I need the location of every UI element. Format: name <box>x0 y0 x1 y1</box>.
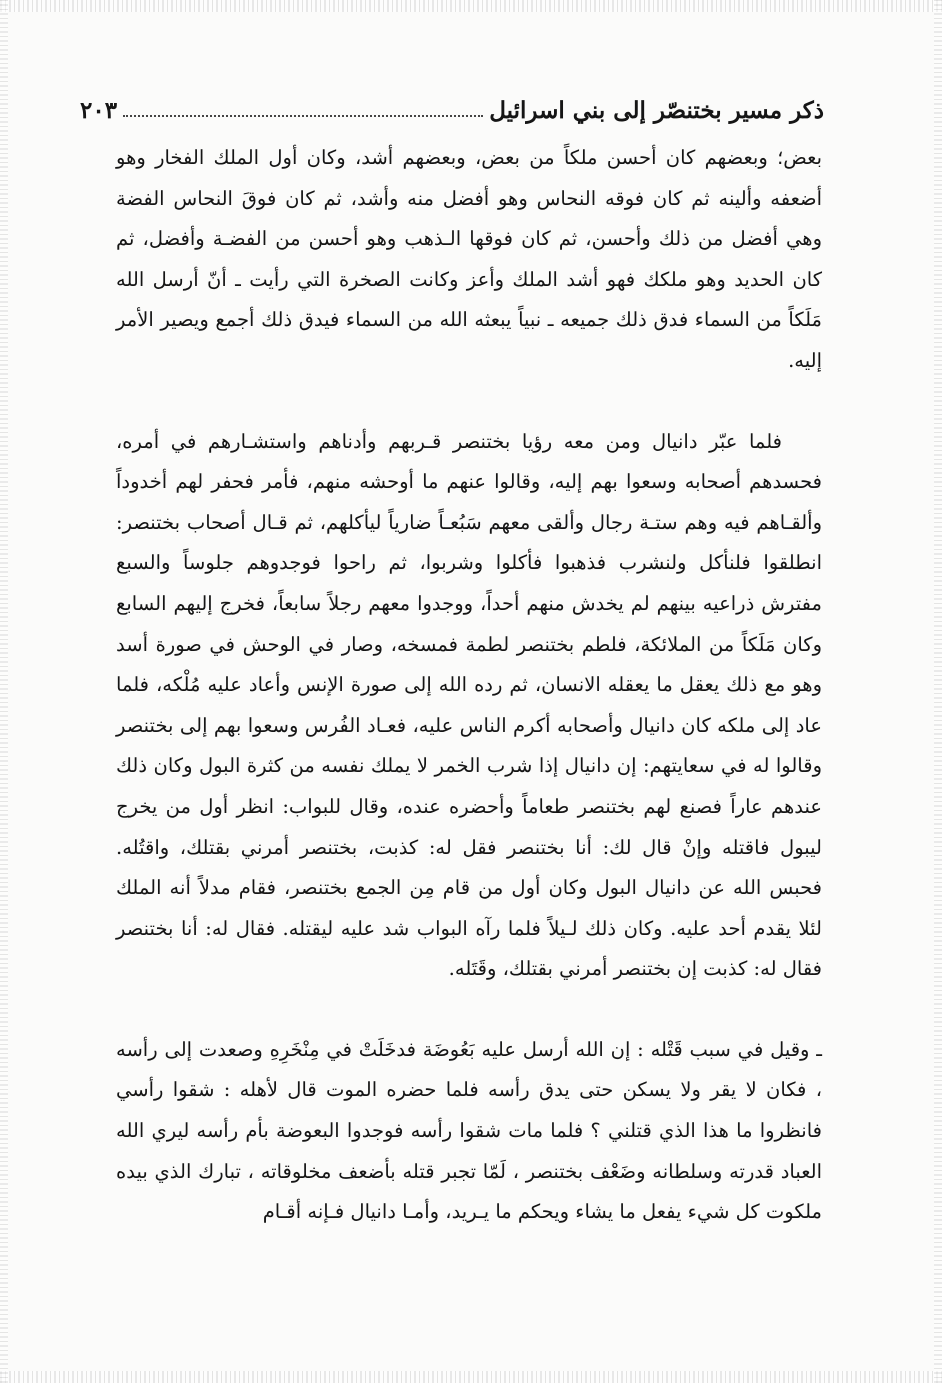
paragraph-2: فلما عبّر دانيال ومن معه رؤيا بختنصر قـربهم وأدناهم واستشـارهم في أمره، فحسدهم أصحابه وسعوا بهم إليه، وقالوا عنهم ما أوحشه منهم، فأمر فحفر لهم أخدوداً وألقـاهم فيه وهم ستـة رجال وألقى معهم سَبُعـاً ضارياً ليأكلهم، ثم قـال أصحاب بختنصر: انطلقوا فلنأكل ولنشرب فذهبوا فأكلوا وشربوا، ثم راحوا فوجدوهم جلوساً والسبع مفترش ذراعيه بينهم لم يخدش منهم أحداً، ووجدوا معهم رجلاً سابعاً، فخرج إليهم السابع وكان مَلَكاً من الملائكة، فلطم بختنصر لطمة فمسخه، وصار في الوحش في صورة أسد وهو مع ذلك يعقل ما يعقله الانسان، ثم رده الله إلى صورة الإنس وأعاد عليه مُلْكه، فلما عاد إلى ملكه كان دانيال وأصحابه أكرم الناس عليه، فعـاد الفُرس وسعوا بهم إلى بختنصر وقالوا له في سعايتهم: إن دانيال إذا شرب الخمر لا يملك نفسه من كثرة البول وكان ذلك عندهم عاراً فصنع لهم بختنصر طعاماً وأحضره عنده، وقال للبواب: انظر أول من يخرج ليبول فاقتله وإنْ قال لك: أنا بختنصر فقل له: كذبت، بختنصر أمرني بقتلك، واقتُله. فحبس الله عن دانيال البول وكان أول من قام مِن الجمع بختنصر، فقام مدلاً أنه الملك لئلا يقدم أحد عليه. وكان ذلك لـيلاً فلما رآه البواب شد عليه ليقتله. فقال له: أنا بختنصر فقال له: كذبت إن بختنصر أمرني بقتلك، وقَتَله. <box>116 429 822 981</box>
page-number: ٢٠٣ <box>80 97 118 124</box>
page-header <box>80 88 824 124</box>
scan-edge-right <box>934 0 942 1383</box>
scan-edge-left <box>0 0 8 1383</box>
dotted-leader <box>123 115 483 117</box>
running-title: ذكر مسير بختنصّر إلى بني اسرائيل <box>489 97 824 124</box>
paragraph-1: بعض؛ وبعضهم كان أحسن ملكاً من بعض، وبعضهم أشد، وكان أول الملك الفخار وهو أضعفه وألينه ثم كان فوقه النحاس وهو أفضل منه وأشد، ثم كان فوقَ النحاس الفضة وهي أفضل من ذلك وأحسن، ثم كان فوقها الـذهب وهو أحسن من الفضـة وأفضل، ثم كان الحديد وهو ملكك فهو أشد الملك وأعز وكانت الصخرة التي رأيت ـ أنّ أرسل الله مَلَكاً من السماء فدق ذلك جميعه ـ نبياً يبعثه الله من السماء فيدق ذلك أجمع ويصير الأمر إليه. <box>116 146 822 372</box>
body-text <box>116 138 822 1233</box>
scan-edge-top <box>0 0 942 12</box>
paragraph-3: ـ وقيل في سبب قَتْله : إن الله أرسل عليه بَعُوضَة فدخَلَتْ في مِنْخَرِهِ وصعدت إلى رأسه ، فكان لا يقر ولا يسكن حتى يدق رأسه فلما حضره الموت قال لأهله : شقوا رأسي فانظروا ما هذا الذي قتلني ؟ فلما مات شقوا رأسه فوجدوا البعوضة بأم رأسه ليري الله العباد قدرته وسلطانه وضَعْف بختنصر ، لَمّا تجبر قتله بأضعف مخلوقاته ، تبارك الذي بيده ملكوت كل شيء يفعل ما يشاء ويحكم ما يـريد، وأمـا دانيال فـإنه أقـام <box>116 1037 822 1224</box>
scan-edge-bottom <box>0 1371 942 1383</box>
